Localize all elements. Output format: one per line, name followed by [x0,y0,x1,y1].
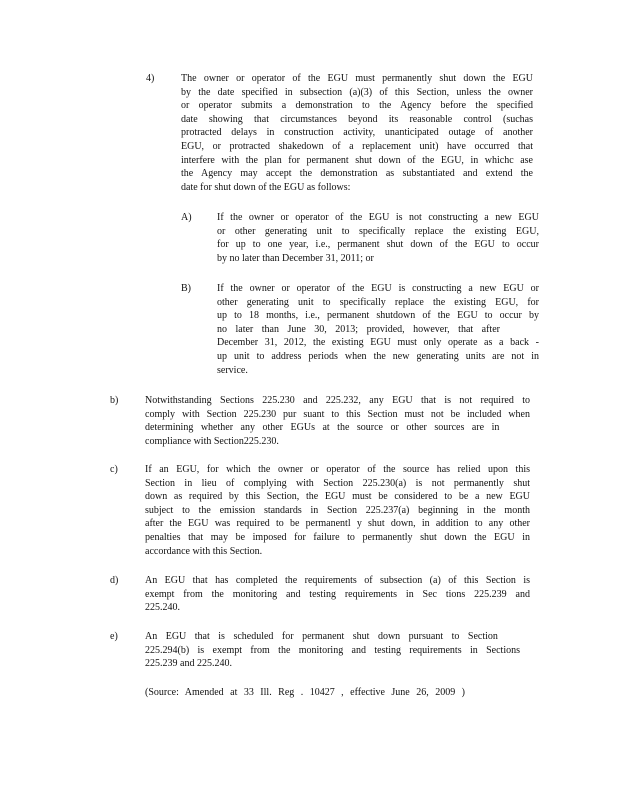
text-line: An EGU that is scheduled for permanent shut down pursuant to Section [145,631,498,642]
text-line: penalties that may be imposed for failure to permanently shut down the EGU in [145,531,530,543]
text-line: subject to the emission standards in Section 225.237(a) beginning in the month [145,504,530,516]
text-line: Notwithstanding Sections 225.230 and 225.232, any EGU that is not required to [145,395,530,406]
text-line: up unit to address periods when the new generating units are not in [217,350,539,362]
paragraph-A [217,211,539,265]
paragraph-c [145,463,530,558]
text-line: 225.294(b) is exempt from the monitoring and testing requirements in Sections [145,644,520,656]
source-note-text: (Source: Amended at 33 Ill. Reg . 10427 , effective June 26, 2009 ) [145,687,465,698]
paragraph-4 [181,72,533,194]
paragraph-e [145,630,520,671]
text-line: 225.239 and 225.240. [145,658,232,670]
text-line: interfere with the plan for permanent shut down of the EGU, in whichc ase [181,154,533,166]
text-line: Section in lieu of complying with Section 225.230(a) is not permanently shut [145,477,530,489]
text-line: An EGU that has completed the requirements of subsection (a) of this Section is [145,575,530,586]
marker-4: 4) [146,73,155,84]
text-line: after the EGU was required to be permanentl y shut down, in addition to any other [145,518,530,530]
text-line: exempt from the monitoring and testing requirements in Sec tions 225.239 and [145,588,530,600]
text-line: by no later than December 31, 2011; or [217,252,374,264]
text-line: or operator submits a demonstration to the Agency before the specified [181,100,533,112]
text-line: The owner or operator of the EGU must permanently shut down the EGU [181,73,533,84]
text-line: December 31, 2012, the existing EGU must only operate as a back - [217,337,539,349]
marker-e: e) [110,631,118,642]
source-note [145,686,465,700]
paragraph-B [217,282,539,377]
text-line: service. [217,364,248,376]
text-line: If the owner or operator of the EGU is not constructing a new EGU [217,212,539,223]
marker-A: A) [181,212,192,223]
marker-d: d) [110,575,119,586]
text-line: by the date specified in subsection (a)(3) of this Section, unless the owner [181,86,533,98]
text-line: protracted delays in construction activity, unanticipated outage of another [181,127,533,139]
text-line: date showing that circumstances beyond its reasonable control (suchas [181,113,533,125]
text-line: 225.240. [145,602,180,614]
text-line: date for shut down of the EGU as follows: [181,181,351,193]
text-line: EGU, or protracted shakedown of a replacement unit) have occurred that [181,140,533,152]
text-line: determining whether any other EGUs at the source or other sources are in [145,422,500,434]
text-line: comply with Section 225.230 pur suant to this Section must not be included when [145,408,530,420]
text-line: the Agency may accept the demonstration as substantiated and extend the [181,168,533,180]
text-line: no later than June 30, 2013; provided, however, that after [217,323,500,335]
text-line: or other generating unit to specifically replace the existing EGU, [217,225,539,237]
marker-b: b) [110,395,119,406]
marker-c: c) [110,464,118,475]
text-line: accordance with this Section. [145,545,263,557]
paragraph-b [145,394,530,448]
text-line: other generating unit to specifically replace the existing EGU, for [217,296,539,308]
text-line: down as required by this Section, the EGU must be considered to be a new EGU [145,491,530,503]
text-line: compliance with Section225.230. [145,435,279,447]
marker-B: B) [181,283,191,294]
text-line: If the owner or operator of the EGU is constructing a new EGU or [217,283,539,294]
text-line: for up to one year, i.e., permanent shut down of the EGU to occur [217,239,539,251]
text-line: If an EGU, for which the owner or operator of the source has relied upon this [145,464,530,475]
paragraph-d [145,574,530,615]
text-line: up to 18 months, i.e., permanent shutdown of the EGU to occur by [217,310,539,322]
